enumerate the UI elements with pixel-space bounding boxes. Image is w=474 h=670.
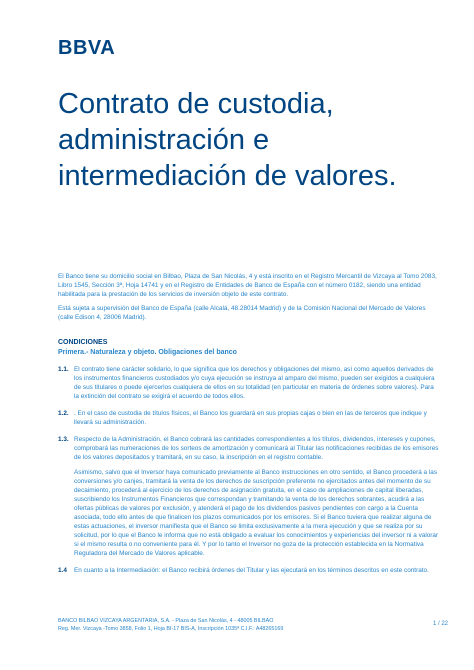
clause-number: 1.3. [58, 436, 69, 443]
conditions-heading: CONDICIONES [58, 339, 108, 346]
clause-text: En cuanto a la Intermediación: el Banco recibirá órdenes del Titular y las ejecutará en los términos descritos en este contrato. [74, 567, 429, 574]
clause-text: Respecto de la Administración, el Banco cobrará las cantidades correspondientes a los títulos, dividendos, intereses y cupones, comprobará las numeraciones de los sorteos de amortización y comunicará al Titular las notificaciones recibidas de los emisores de los valores depositados y tramitará, en su caso, la inscripción en el registro contable. [74, 436, 439, 461]
document-title [58, 86, 438, 194]
clause-text: Asimismo, salvo que el Inversor haya comunicado previamente al Banco instrucciones en otro sentido, el Banco procederá a las conversiones y/o canjes, tramitará la venta de los derechos de suscripción preferente no ejercitados antes del momento de su decaimiento, procederá al ejercicio de los derechos de asignación gratuita, en el caso de ampliaciones de capital liberadas, suscribiendo los Instrumentos Financieros que correspondan y tramitando la venta de los derechos sobrantes, acudirá a las ofertas públicas de valores por exclusión, y atenderá el pago de los dividendos pasivos pendientes con cargo a la Cuenta asociada, todo ello antes de que finalicen los plazos comunicados por los emisores. Si el Banco tuviera que realizar alguna de estas actuaciones, el inversor manifiesta que el Banco se limita exclusivamente a la mera ejecución y que se realiza por su solicitud, por lo que el Banco le informa que no está obligado a evaluar los conocimientos y experiencias del inversor ni a valorar si el mismo resulta o no conveniente para él. Y por lo tanto el Inversor no goza de la protección establecida en la Normativa Reguladora del Mercado de Valores aplicable. [74, 469, 439, 557]
clause-number: 1.1. [58, 366, 69, 373]
intro-block [58, 272, 440, 327]
document-title-line-2: administración e [58, 124, 270, 156]
page-number: 1 / 22 [432, 621, 448, 627]
clause-text: El contrato tiene carácter solidario, lo que significa que los derechos y obligaciones del mismo, así como aquellos derivados de los instrumentos financieros custodiados y/o cuya ejecución se instruya al amparo del mismo, pueden ser exigidos a cualquiera de sus titulares o puede ejercerlos cualquiera de ellos en su totalidad (en particular en materia de órdenes sobre valores). Para la extinción del contrato se exigirá el acuerdo de todos ellos. [74, 366, 435, 400]
clause-number: 1.4 [58, 567, 67, 574]
clause-1-2 [58, 409, 440, 427]
footer-registry: Reg. Mer. Vizcaya -Tomo 3858, Folio 1, Hoja BI-17 BIS-A, Inscripción 1035ª C.I.F.: A48265169 [58, 626, 284, 632]
intro-paragraph-registration: El Banco tiene su domicilio social en Bilbao, Plaza de San Nicolás, 4 y está inscrito en el Registro Mercantil de Vizcaya al Tomo 2083, Libro 1545, Sección 3ª, Hoja 14741 y en el Registro de Entidades de Banco de España con el número 0182, siendo una entidad habilitada para la prestación de los servicios de inversión objeto de este contrato. [58, 273, 437, 298]
footer-legal [58, 617, 448, 633]
conditions-section [58, 339, 440, 583]
document-title-line-1: Contrato de custodia, [58, 88, 334, 120]
clause-number: 1.2. [58, 410, 69, 417]
bbva-logo: BBVA [58, 37, 116, 59]
clause-text: . En el caso de custodia de títulos físicos, el Banco los guardará en sus propias cajas o bien en las de terceros que indique y llevará su administración. [74, 410, 427, 426]
clause-1-1 [58, 365, 440, 401]
conditions-subheading: Primera.- Naturaleza y objeto. Obligaciones del banco [58, 349, 237, 356]
footer-address: BANCO BILBAO VIZCAYA ARGENTARIA, S.A. - Plaza de San Nicolás, 4 - 48005 BILBAO [58, 618, 274, 624]
document-title-line-3: intermediación de valores. [58, 160, 397, 192]
clause-1-4 [58, 566, 440, 575]
intro-paragraph-supervision: Está sujeta a supervisión del Banco de España (calle Alcalá, 48.28014 Madrid) y de la Comisión Nacional del Mercado de Valores (calle Edison 4, 28006 Madrid). [58, 305, 426, 321]
clause-1-3 [58, 435, 440, 558]
